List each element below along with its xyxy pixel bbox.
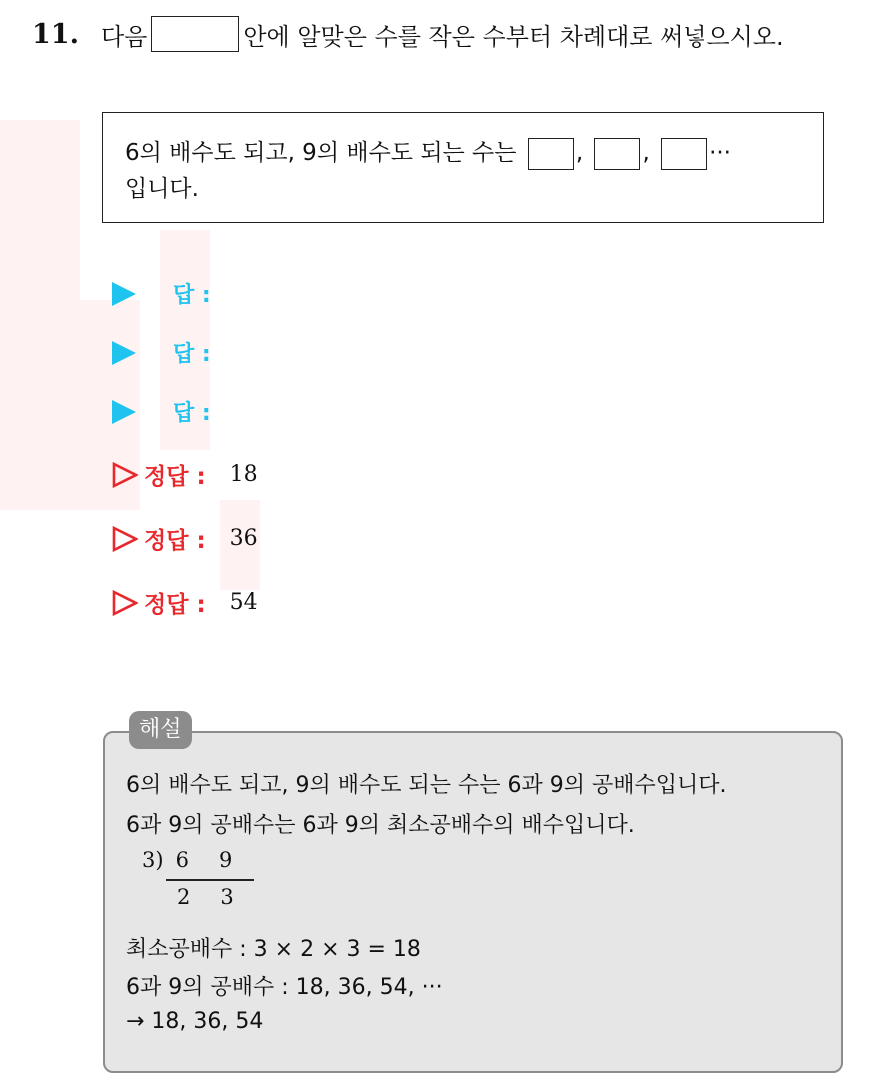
correct-value: 54: [229, 590, 258, 615]
outline-triangle-icon: [112, 462, 138, 488]
correct-label: 정답 :: [144, 528, 206, 554]
separator: ,: [642, 140, 650, 166]
quotient: 2: [177, 885, 191, 909]
correct-answer-row-3: [112, 586, 258, 619]
problem-line-2: 입니다.: [125, 176, 199, 202]
question-text-before: 다음: [100, 22, 148, 51]
lcm-line: 최소공배수 : 3 × 2 × 3 = 18: [126, 937, 421, 962]
division-rule: [166, 879, 254, 881]
explanation-tag: 해설: [129, 711, 192, 749]
play-arrow-icon: [112, 341, 136, 365]
dividend: 6: [175, 848, 189, 872]
explanation-line-1: 6의 배수도 되고, 9의 배수도 되는 수는 6과 9의 공배수입니다.: [126, 773, 727, 798]
answer-blank-2[interactable]: [594, 138, 640, 170]
play-arrow-icon: [112, 400, 136, 424]
play-arrow-icon: [112, 282, 136, 306]
correct-value: 18: [229, 462, 258, 487]
answer-blank-3[interactable]: [661, 138, 707, 170]
answer-label: 답 :: [173, 342, 211, 367]
common-multiples-line: 6과 9의 공배수 : 18, 36, 54, ···: [126, 975, 443, 1000]
correct-label: 정답 :: [144, 464, 206, 490]
answer-blank-1[interactable]: [528, 138, 574, 170]
problem-text: 6의 배수도 되고, 9의 배수도 되는 수는: [125, 140, 517, 166]
division-ladder: [142, 848, 234, 909]
separator: ,: [575, 140, 584, 166]
answer-label: 답 :: [173, 283, 211, 308]
correct-answer-row-2: [112, 522, 258, 555]
outline-triangle-icon: [112, 590, 138, 616]
dividend: 9: [218, 848, 233, 872]
answer-row-2: [112, 337, 211, 368]
ellipsis: ···: [709, 140, 731, 166]
correct-value: 36: [229, 526, 258, 551]
question-blank-box: [151, 16, 239, 52]
answer-label: 답 :: [173, 401, 211, 426]
outline-triangle-icon: [112, 526, 138, 552]
correct-answer-row-1: [112, 458, 258, 491]
problem-line-1: [125, 135, 823, 171]
correct-label: 정답 :: [144, 592, 206, 618]
answer-row-1: [112, 278, 211, 309]
problem-box: [102, 112, 824, 223]
quotient: 3: [220, 885, 234, 909]
answer-row-3: [112, 396, 211, 427]
divisor: 3): [142, 848, 164, 872]
question-number: 11.: [32, 18, 79, 50]
explanation-line-2: 6과 9의 공배수는 6과 9의 최소공배수의 배수입니다.: [126, 813, 635, 838]
result-line: → 18, 36, 54: [126, 1009, 264, 1034]
question-header: [32, 16, 784, 52]
question-text-after: 안에 알맞은 수를 작은 수부터 차례대로 써넣으시오.: [243, 22, 784, 51]
watermark-block: [0, 120, 80, 510]
